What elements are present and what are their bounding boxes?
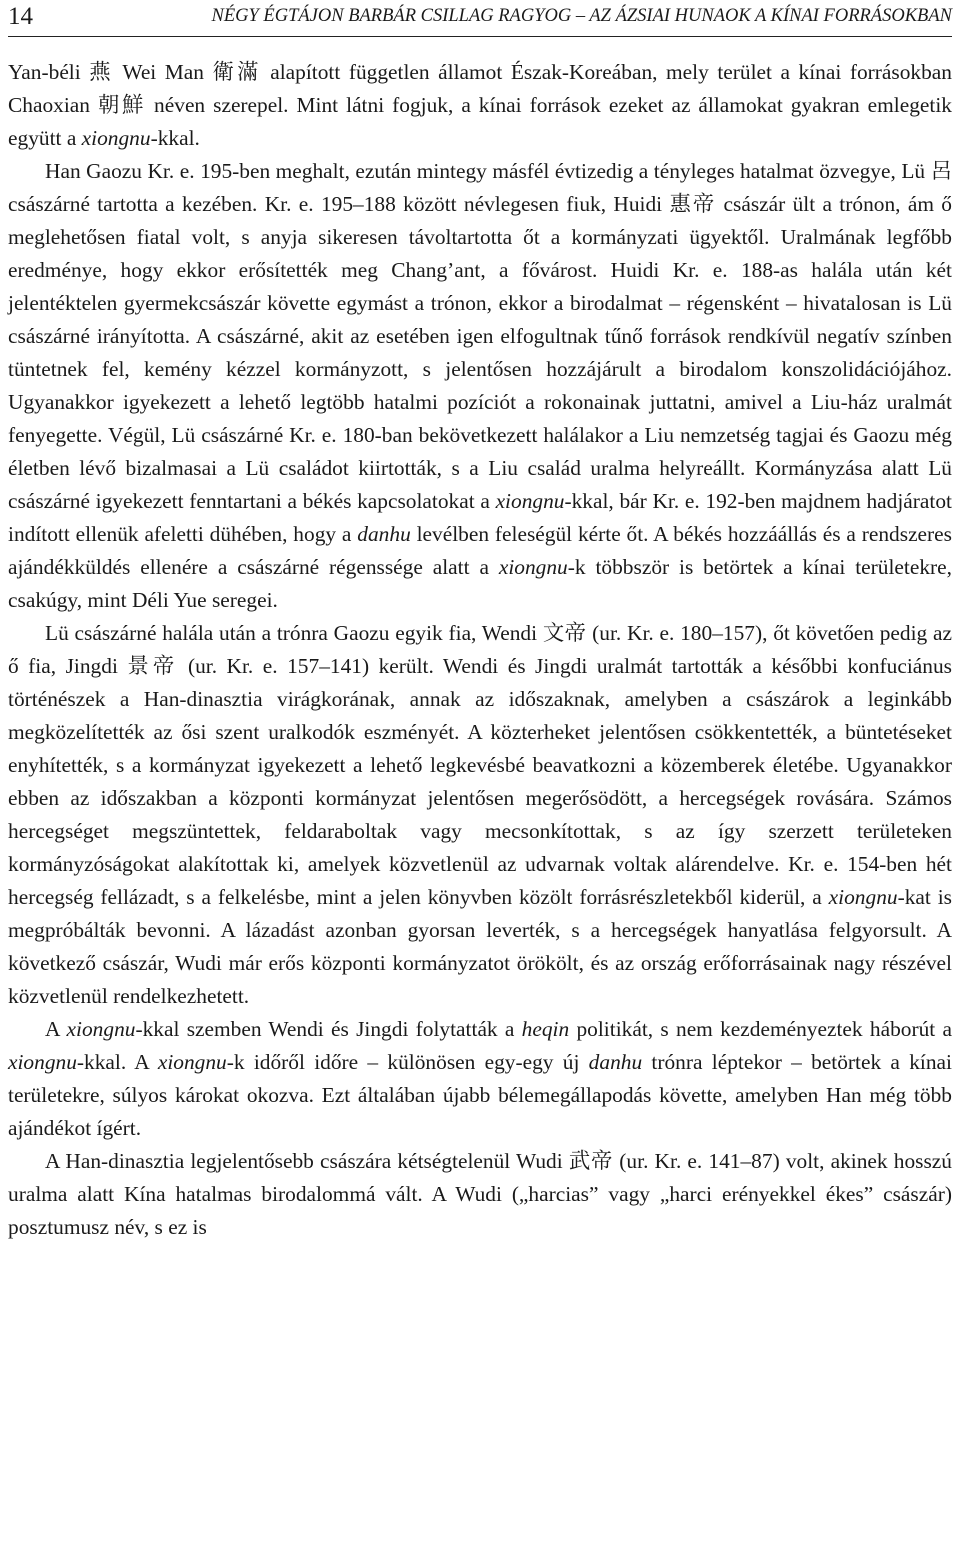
italic-term: xiongnu [157, 1050, 227, 1074]
chinese-characters: 燕 [89, 60, 114, 85]
italic-term: heqin [521, 1017, 570, 1041]
text-run: Wei Man [113, 60, 213, 84]
text-run: -kkal, bár Kr. e. 192-ben majdnem hadjáratot indított ellenük afeletti dühében, hogy a [8, 489, 952, 546]
chinese-characters: 文帝 [542, 621, 587, 646]
italic-term: danhu [588, 1050, 643, 1074]
text-run: politikát, s nem kezdeményeztek háborút a [569, 1017, 952, 1041]
text-run: A [45, 1017, 67, 1041]
text-run: Yan-béli [8, 60, 90, 84]
italic-term: xiongnu [66, 1017, 136, 1041]
text-run: -k időről időre – különösen egy-egy új [226, 1050, 589, 1074]
paragraph [8, 617, 952, 1013]
italic-term: xiongnu [495, 489, 565, 513]
text-run: levélben feleségül kérte őt. A békés hozzáállás és a rendszeres ajándékküldés ellenére a császárné régenssége alatt a [8, 522, 952, 579]
page-number: 14 [8, 3, 33, 30]
italic-term: danhu [357, 522, 411, 546]
text-run: -k többször is betörtek a kínai területekre, csakúgy, mint Déli Yue seregei. [8, 555, 952, 612]
italic-term: xiongnu [828, 885, 898, 909]
running-title: NÉGY ÉGTÁJON BARBÁR CSILLAG RAGYOG – AZ ÁZSIAI HUNAOK A KÍNAI FORRÁSOKBAN [211, 6, 952, 26]
text-run: -kkal szemben Wendi és Jingdi folytatták a [135, 1017, 522, 1041]
text-run: császár ült a trónon, ám ő meglehetősen fiatal volt, s anyja sikeresen távoltartotta őt a kormányzati ügyektől. Uralmának legfőbb eredménye, hogy ekkor erősítették meg Chang’ant, a fővárost. Huidi Kr. e. 188-as halála után két jelentéktelen gyermekcsászár követte egymást a trónon, ekkor a birodalmat – régensként – hivatalosan is Lü császárné irányította. A császárné, akit az esetében igen elfogultnak tűnő források rendkívül negatív színben tüntetnek fel, kemény kézzel kormányzott, s jelentősen hozzájárult a birodalom konszolidációjához. Ugyanakkor igyekezett a lehető legtöbb hatalmi pozíciót a rokonainak juttatni, amivel a Liu-ház uralmát fenyegette. Végül, Lü császárné Kr. e. 180-ban bekövetkezett halálakor a Liu nemzetség tagjai és Gaozu még életben lévő bizalmasai a Lü családot kiirtották, s a Liu család uralma helyreállt. Kormányzása alatt Lü császárné igyekezett fenntartani a békés kapcsolatokat a [8, 192, 952, 513]
paragraph [8, 155, 952, 617]
text-run: -kkal. [150, 126, 200, 150]
chinese-characters: 呂 [930, 159, 952, 184]
chinese-characters: 朝鮮 [97, 93, 147, 118]
paragraph [8, 1145, 952, 1244]
chinese-characters: 衛滿 [212, 60, 262, 85]
text-run: Lü császárné halála után a trónra Gaozu egyik fia, Wendi [45, 621, 543, 645]
text-run: néven szerepel. Mint látni fogjuk, a kínai források ezeket az államokat gyakran emlegetik együtt a [8, 93, 952, 150]
italic-term: xiongnu [81, 126, 151, 150]
chinese-characters: 武帝 [568, 1149, 614, 1174]
text-run: (ur. Kr. e. 141–87) volt, akinek hosszú uralma alatt Kína hatalmas birodalommá vált. A Wudi („harcias” vagy „harci erényekkel ékes” császár) posztumusz név, s ez is [8, 1149, 952, 1239]
text-run: (ur. Kr. e. 157–141) került. Wendi és Jingdi uralmát tartották a későbbi konfuciánus történészek a Han-dinasztia virágkorának, annak az időszaknak, amelyben a császárok a leginkább megközelítették az ősi szent uralkodók eszményét. A közterheket jelentősen csökkentették, a büntetéseket enyhítették, s a kormányzat igyekezett a lehető legkevésbé beavatkozni a közemberek életébe. Ugyanakkor ebben az időszakban a központi kormányzat jelentősen megerősödött, a hercegségek rovására. Számos hercegséget megszüntettek, feldaraboltak vagy mecsonkítottak, s az így szerzett területeken kormányzóságokat alakítottak ki, amelyek közvetlenül az udvarnak voltak alárendelve. Kr. e. 154-ben hét hercegség fellázadt, s a felkelésbe, mint a jelen könyvben közölt forrásrészletekből kiderül, a [8, 654, 952, 909]
text-run: trónra léptekor – betörtek a kínai területekre, súlyos károkat okozva. Ezt általában újabb bélemegállapodás követte, amelyben Han még több ajándékot ígért. [8, 1050, 952, 1140]
paragraph [8, 1013, 952, 1145]
italic-term: xiongnu [8, 1050, 77, 1074]
text-run: -kat is megpróbálták bevonni. A lázadást azonban gyorsan leverték, s a hercegségek hanyatlása felgyorsult. A következő császár, Wudi már erős központi kormányzatot örökölt, és az ország erőforrásainak nagy részével közvetlenül rendelkezhetett. [8, 885, 953, 1008]
text-run: A Han-dinasztia legjelentősebb császára kétségtelenül Wudi [45, 1149, 569, 1173]
text-run: alapított független államot Észak-Koreában, mely terület a kínai forrásokban Chaoxian [8, 60, 952, 117]
paragraph [8, 56, 952, 155]
text-run: Han Gaozu Kr. e. 195-ben meghalt, ezután mintegy másfél évtizedig a tényleges hatalmat özvegye, Lü [45, 159, 931, 183]
text-run: császárné tartotta a kezében. Kr. e. 195–188 között névlegesen fiuk, Huidi [8, 192, 670, 216]
chinese-characters: 惠帝 [669, 192, 717, 217]
text-run: (ur. Kr. e. 180–157), őt követően pedig az ő fia, Jingdi [8, 621, 952, 678]
text-run: -kkal. A [76, 1050, 158, 1074]
body-text [8, 56, 952, 1244]
italic-term: xiongnu [498, 555, 568, 579]
page-header [8, 0, 952, 37]
chinese-characters: 景帝 [127, 654, 179, 679]
